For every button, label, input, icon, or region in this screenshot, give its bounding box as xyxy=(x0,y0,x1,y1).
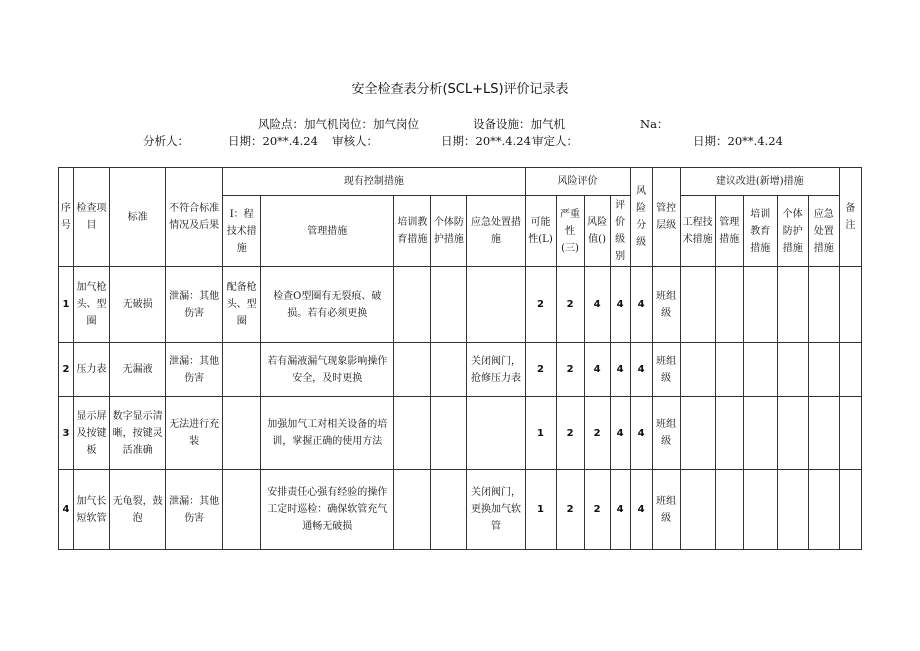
cell-s-emergency xyxy=(808,267,839,343)
cell-s-training xyxy=(743,397,777,470)
header-s-eng: 工程技术措施 xyxy=(680,196,715,267)
header-likelihood: 可能性(L) xyxy=(525,196,556,267)
cell-eng xyxy=(223,343,261,397)
review-date: 日期：20**.4.24 xyxy=(441,134,531,148)
cell-seq: 3 xyxy=(59,397,74,470)
cell-training xyxy=(394,343,431,397)
cell-standard: 无破损 xyxy=(110,267,166,343)
table-row xyxy=(59,267,862,343)
header-seq: 序号 xyxy=(59,168,74,267)
cell-ppe xyxy=(431,267,467,343)
approver: 审定人： xyxy=(532,134,578,148)
cell-s-emergency xyxy=(808,343,839,397)
cell-remark xyxy=(839,343,861,397)
header-s-emergency: 应急处置措施 xyxy=(808,196,839,267)
cell-mgmt: 加强加气工对相关设备的培训，掌握正确的使用方法 xyxy=(261,397,394,470)
header-item: 检查项目 xyxy=(74,168,110,267)
cell-risk-grade: 4 xyxy=(630,343,652,397)
header-nonconform: 不符合标准情况及后果 xyxy=(166,168,223,267)
cell-seq: 1 xyxy=(59,267,74,343)
cell-ppe xyxy=(431,470,467,550)
cell-s-ppe xyxy=(777,470,808,550)
cell-s-eng xyxy=(680,470,715,550)
cell-eng: 配备枪头、型圈 xyxy=(223,267,261,343)
cell-standard: 数字显示清晰，按键灵活准确 xyxy=(110,397,166,470)
cell-s-ppe xyxy=(777,267,808,343)
cell-likelihood: 1 xyxy=(525,470,556,550)
cell-severity: 2 xyxy=(556,470,584,550)
header-s-training: 培训教育措施 xyxy=(743,196,777,267)
analyst: 分析人： xyxy=(143,134,189,148)
cell-emergency xyxy=(467,397,525,470)
cell-nonconform: 无法进行充装 xyxy=(166,397,223,470)
header-s-ppe: 个体防护措施 xyxy=(777,196,808,267)
header-risk-eval: 风险评价 xyxy=(525,168,630,196)
cell-s-eng xyxy=(680,397,715,470)
cell-s-mgmt xyxy=(715,470,743,550)
equipment: 设备设施：加气机 xyxy=(473,117,565,131)
page-title: 安全检查表分析(SCL+LS)评价记录表 xyxy=(351,82,569,97)
cell-risk-value: 4 xyxy=(584,267,610,343)
cell-control-level: 班组级 xyxy=(652,343,680,397)
table-row xyxy=(59,470,862,550)
cell-risk-grade: 4 xyxy=(630,397,652,470)
cell-severity: 2 xyxy=(556,397,584,470)
cell-emergency: 关闭阀门，更换加气软管 xyxy=(467,470,525,550)
cell-remark xyxy=(839,267,861,343)
evaluation-table xyxy=(58,167,862,550)
cell-mgmt: 若有漏液漏气现象影响操作安全，及时更换 xyxy=(261,343,394,397)
header-suggest: 建议改进(新增)措施 xyxy=(680,168,839,196)
cell-training xyxy=(394,267,431,343)
cell-eng xyxy=(223,470,261,550)
cell-item: 加气长短软管 xyxy=(74,470,110,550)
cell-ppe xyxy=(431,397,467,470)
record-number: Na： xyxy=(640,117,669,131)
cell-risk-value: 2 xyxy=(584,397,610,470)
header-eng-tech: I：程技术措施 xyxy=(223,196,261,267)
risk-point: 风险点：加气机岗位：加气岗位 xyxy=(258,117,419,131)
header-ppe: 个体防护措施 xyxy=(431,196,467,267)
cell-s-mgmt xyxy=(715,343,743,397)
header-s-mgmt: 管理措施 xyxy=(715,196,743,267)
table-row xyxy=(59,397,862,470)
header-remark: 备注 xyxy=(839,168,861,267)
header-risk-level: 风险分级 xyxy=(630,168,652,267)
cell-s-training xyxy=(743,343,777,397)
cell-emergency: 关闭阀门，抢修压力表 xyxy=(467,343,525,397)
reviewer: 审核人： xyxy=(332,134,378,148)
cell-s-eng xyxy=(680,267,715,343)
cell-s-mgmt xyxy=(715,267,743,343)
cell-ppe xyxy=(431,343,467,397)
cell-severity: 2 xyxy=(556,267,584,343)
cell-severity: 2 xyxy=(556,343,584,397)
cell-item: 压力表 xyxy=(74,343,110,397)
cell-standard: 无漏液 xyxy=(110,343,166,397)
cell-nonconform: 泄漏：其他伤害 xyxy=(166,267,223,343)
cell-mgmt: 安排责任心强有经验的操作工定时巡检：确保软管充气通畅无破损 xyxy=(261,470,394,550)
cell-s-eng xyxy=(680,343,715,397)
cell-risk-value: 4 xyxy=(584,343,610,397)
cell-control-level: 班组级 xyxy=(652,397,680,470)
cell-control-level: 班组级 xyxy=(652,267,680,343)
header-control-level: 管控层级 xyxy=(652,168,680,267)
cell-s-training xyxy=(743,470,777,550)
cell-mgmt: 检查O型圈有无裂痕、破损。若有必须更换 xyxy=(261,267,394,343)
cell-s-emergency xyxy=(808,397,839,470)
cell-training xyxy=(394,470,431,550)
analysis-date: 日期：20**.4.24 xyxy=(228,134,318,148)
cell-seq: 2 xyxy=(59,343,74,397)
cell-likelihood: 1 xyxy=(525,397,556,470)
cell-eval-level: 4 xyxy=(610,397,630,470)
cell-remark xyxy=(839,397,861,470)
cell-emergency xyxy=(467,267,525,343)
cell-remark xyxy=(839,470,861,550)
header-current-controls: 现有控制措施 xyxy=(223,168,525,196)
cell-eval-level: 4 xyxy=(610,343,630,397)
cell-eng xyxy=(223,397,261,470)
cell-eval-level: 4 xyxy=(610,470,630,550)
cell-s-mgmt xyxy=(715,397,743,470)
table-row xyxy=(59,343,862,397)
cell-control-level: 班组级 xyxy=(652,470,680,550)
cell-likelihood: 2 xyxy=(525,267,556,343)
header-severity: 严重性(三) xyxy=(556,196,584,267)
cell-item: 加气枪头、型圈 xyxy=(74,267,110,343)
cell-risk-value: 2 xyxy=(584,470,610,550)
header-emergency: 应急处置措施 xyxy=(467,196,525,267)
header-eval-level: 评价级别 xyxy=(610,196,630,267)
cell-training xyxy=(394,397,431,470)
header-training: 培训教育措施 xyxy=(394,196,431,267)
header-standard: 标准 xyxy=(110,168,166,267)
cell-s-ppe xyxy=(777,343,808,397)
cell-risk-grade: 4 xyxy=(630,470,652,550)
cell-s-ppe xyxy=(777,397,808,470)
cell-item: 显示屏及按键板 xyxy=(74,397,110,470)
cell-nonconform: 泄漏：其他伤害 xyxy=(166,343,223,397)
header-mgmt: 管理措施 xyxy=(261,196,394,267)
cell-likelihood: 2 xyxy=(525,343,556,397)
cell-eval-level: 4 xyxy=(610,267,630,343)
cell-s-emergency xyxy=(808,470,839,550)
cell-risk-grade: 4 xyxy=(630,267,652,343)
header-risk-value: 风险值() xyxy=(584,196,610,267)
cell-s-training xyxy=(743,267,777,343)
approve-date: 日期：20**.4.24 xyxy=(693,134,783,148)
cell-seq: 4 xyxy=(59,470,74,550)
cell-nonconform: 泄漏：其他伤害 xyxy=(166,470,223,550)
cell-standard: 无龟裂，鼓泡 xyxy=(110,470,166,550)
